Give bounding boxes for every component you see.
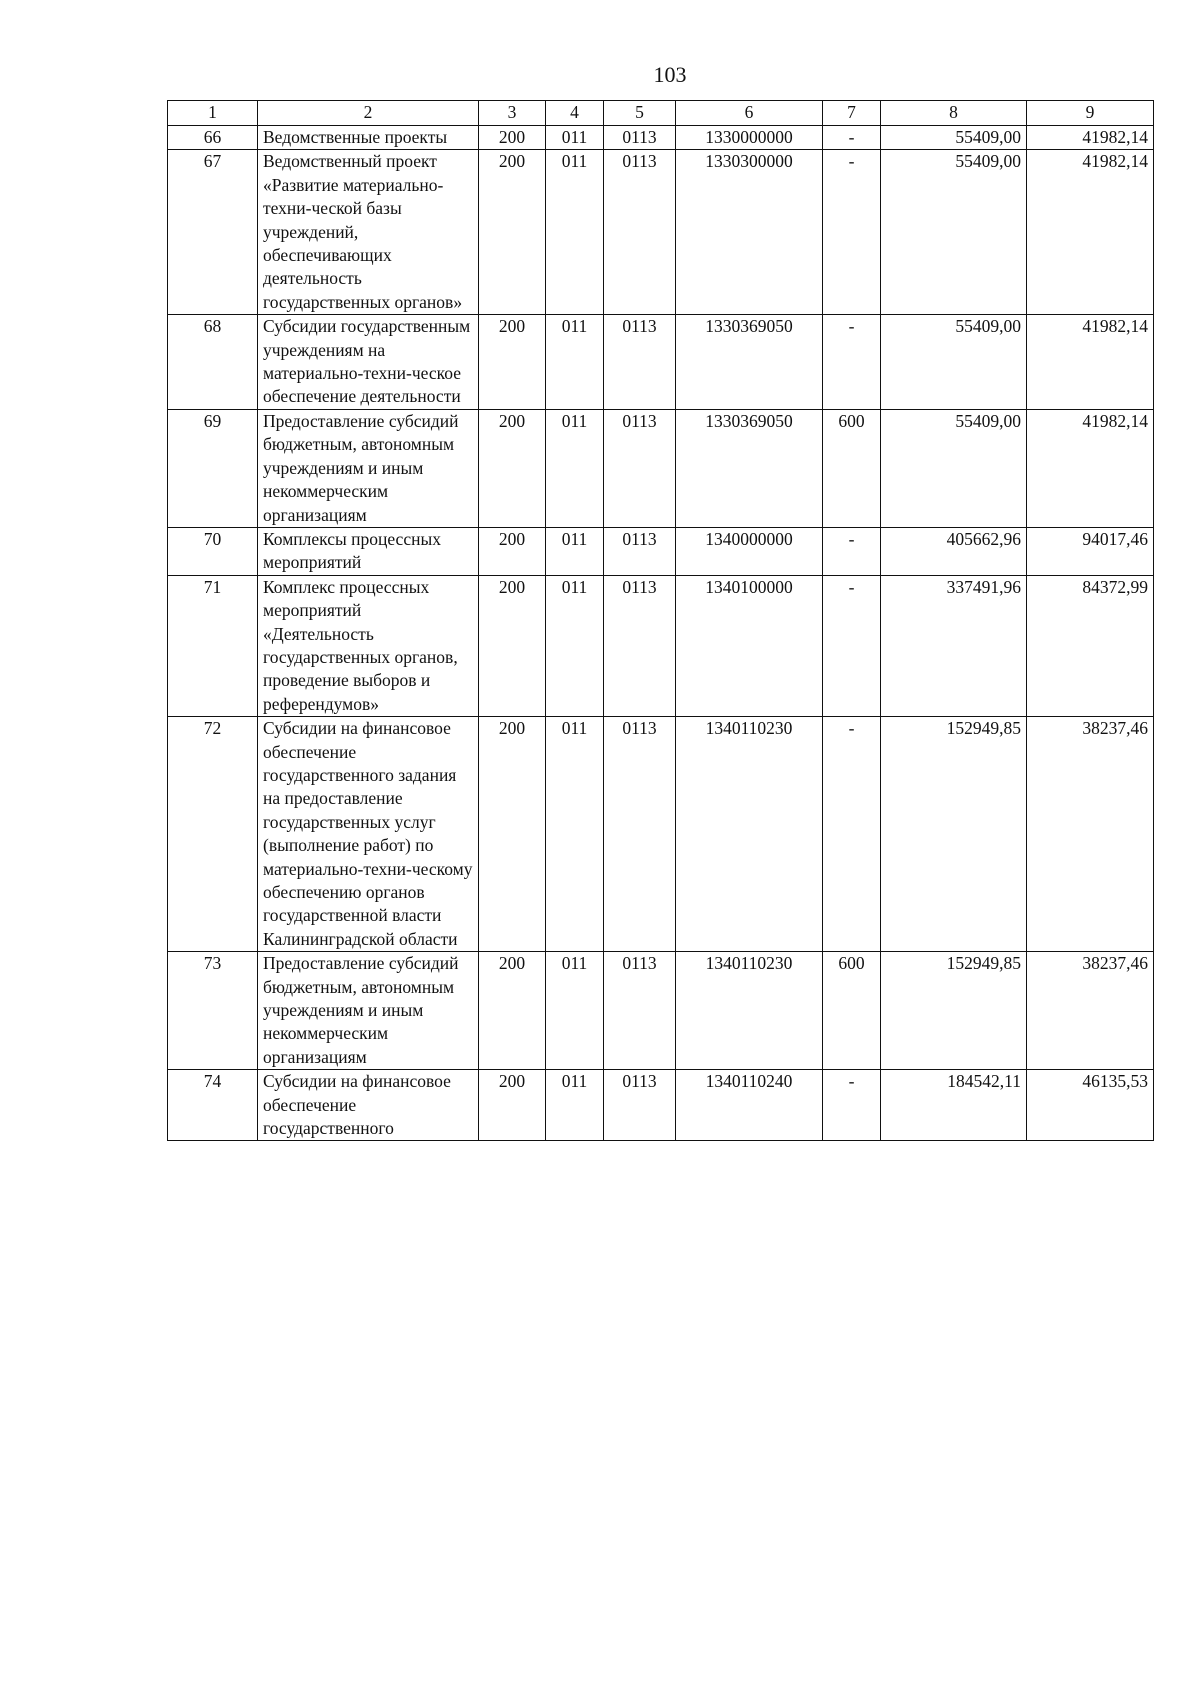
cell-col6: 1330369050	[676, 315, 823, 410]
cell-col4: 011	[546, 717, 604, 952]
cell-col9: 38237,46	[1027, 952, 1154, 1070]
cell-col9: 41982,14	[1027, 315, 1154, 410]
header-cell: 8	[881, 101, 1027, 126]
table-row	[168, 527, 1154, 575]
cell-col6: 1340110240	[676, 1070, 823, 1141]
row-name: Комплексы процессных мероприятий	[258, 527, 479, 575]
cell-col6: 1340110230	[676, 952, 823, 1070]
row-name: Ведомственный проект «Развитие материально-техни-ческой базы учреждений, обеспечивающих деятельность государственных органов»	[258, 150, 479, 315]
cell-col5: 0113	[604, 150, 676, 315]
cell-col8: 152949,85	[881, 952, 1027, 1070]
row-name: Ведомственные проекты	[258, 126, 479, 150]
cell-col9: 46135,53	[1027, 1070, 1154, 1141]
header-cell: 5	[604, 101, 676, 126]
cell-col4: 011	[546, 575, 604, 716]
row-number: 70	[168, 527, 258, 575]
cell-col3: 200	[479, 527, 546, 575]
cell-col7: 600	[823, 952, 881, 1070]
cell-col8: 405662,96	[881, 527, 1027, 575]
cell-col9: 41982,14	[1027, 409, 1154, 527]
row-number: 68	[168, 315, 258, 410]
cell-col7: -	[823, 717, 881, 952]
cell-col9: 41982,14	[1027, 150, 1154, 315]
row-number: 74	[168, 1070, 258, 1141]
cell-col4: 011	[546, 409, 604, 527]
cell-col3: 200	[479, 315, 546, 410]
cell-col5: 0113	[604, 409, 676, 527]
budget-table	[167, 100, 1154, 1141]
row-name: Предоставление субсидий бюджетным, автономным учреждениям и иным некоммерческим организациям	[258, 952, 479, 1070]
cell-col7: -	[823, 315, 881, 410]
header-cell: 9	[1027, 101, 1154, 126]
table-row	[168, 150, 1154, 315]
cell-col8: 55409,00	[881, 150, 1027, 315]
cell-col6: 1330369050	[676, 409, 823, 527]
table-row	[168, 717, 1154, 952]
cell-col3: 200	[479, 1070, 546, 1141]
cell-col9: 38237,46	[1027, 717, 1154, 952]
cell-col5: 0113	[604, 1070, 676, 1141]
header-cell: 1	[168, 101, 258, 126]
cell-col6: 1340110230	[676, 717, 823, 952]
cell-col8: 55409,00	[881, 315, 1027, 410]
cell-col9: 94017,46	[1027, 527, 1154, 575]
cell-col8: 152949,85	[881, 717, 1027, 952]
row-number: 71	[168, 575, 258, 716]
row-name: Комплекс процессных мероприятий «Деятельность государственных органов, проведение выборов и референдумов»	[258, 575, 479, 716]
cell-col7: 600	[823, 409, 881, 527]
cell-col7: -	[823, 1070, 881, 1141]
cell-col4: 011	[546, 527, 604, 575]
row-number: 72	[168, 717, 258, 952]
row-number: 66	[168, 126, 258, 150]
row-name: Предоставление субсидий бюджетным, автономным учреждениям и иным некоммерческим организациям	[258, 409, 479, 527]
cell-col7: -	[823, 126, 881, 150]
cell-col3: 200	[479, 717, 546, 952]
cell-col6: 1340100000	[676, 575, 823, 716]
cell-col5: 0113	[604, 527, 676, 575]
row-name: Субсидии государственным учреждениям на материально-техни-ческое обеспечение деятельности	[258, 315, 479, 410]
cell-col6: 1340000000	[676, 527, 823, 575]
cell-col6: 1330300000	[676, 150, 823, 315]
cell-col4: 011	[546, 126, 604, 150]
cell-col9: 41982,14	[1027, 126, 1154, 150]
table-row	[168, 952, 1154, 1070]
page-number: 103	[653, 62, 687, 87]
cell-col5: 0113	[604, 315, 676, 410]
cell-col5: 0113	[604, 126, 676, 150]
cell-col4: 011	[546, 1070, 604, 1141]
header-cell: 7	[823, 101, 881, 126]
cell-col9: 84372,99	[1027, 575, 1154, 716]
row-name: Субсидии на финансовое обеспечение государственного задания на предоставление государственных услуг (выполнение работ) по материально-техни-ческому обеспечению органов государственной власти Калининградской области	[258, 717, 479, 952]
cell-col3: 200	[479, 150, 546, 315]
header-cell: 3	[479, 101, 546, 126]
cell-col5: 0113	[604, 717, 676, 952]
table-row	[168, 409, 1154, 527]
cell-col8: 184542,11	[881, 1070, 1027, 1141]
header-cell: 4	[546, 101, 604, 126]
cell-col6: 1330000000	[676, 126, 823, 150]
table-row	[168, 126, 1154, 150]
cell-col5: 0113	[604, 575, 676, 716]
cell-col3: 200	[479, 409, 546, 527]
cell-col8: 55409,00	[881, 409, 1027, 527]
table-row	[168, 575, 1154, 716]
row-number: 69	[168, 409, 258, 527]
header-cell: 6	[676, 101, 823, 126]
cell-col8: 55409,00	[881, 126, 1027, 150]
row-number: 67	[168, 150, 258, 315]
cell-col4: 011	[546, 315, 604, 410]
row-number: 73	[168, 952, 258, 1070]
header-cell: 2	[258, 101, 479, 126]
cell-col3: 200	[479, 575, 546, 716]
cell-col3: 200	[479, 126, 546, 150]
row-name: Субсидии на финансовое обеспечение государственного	[258, 1070, 479, 1141]
table-row	[168, 1070, 1154, 1141]
table-header-row	[168, 101, 1154, 126]
cell-col7: -	[823, 527, 881, 575]
cell-col3: 200	[479, 952, 546, 1070]
cell-col4: 011	[546, 952, 604, 1070]
cell-col7: -	[823, 575, 881, 716]
cell-col5: 0113	[604, 952, 676, 1070]
cell-col7: -	[823, 150, 881, 315]
table-row	[168, 315, 1154, 410]
cell-col8: 337491,96	[881, 575, 1027, 716]
cell-col4: 011	[546, 150, 604, 315]
